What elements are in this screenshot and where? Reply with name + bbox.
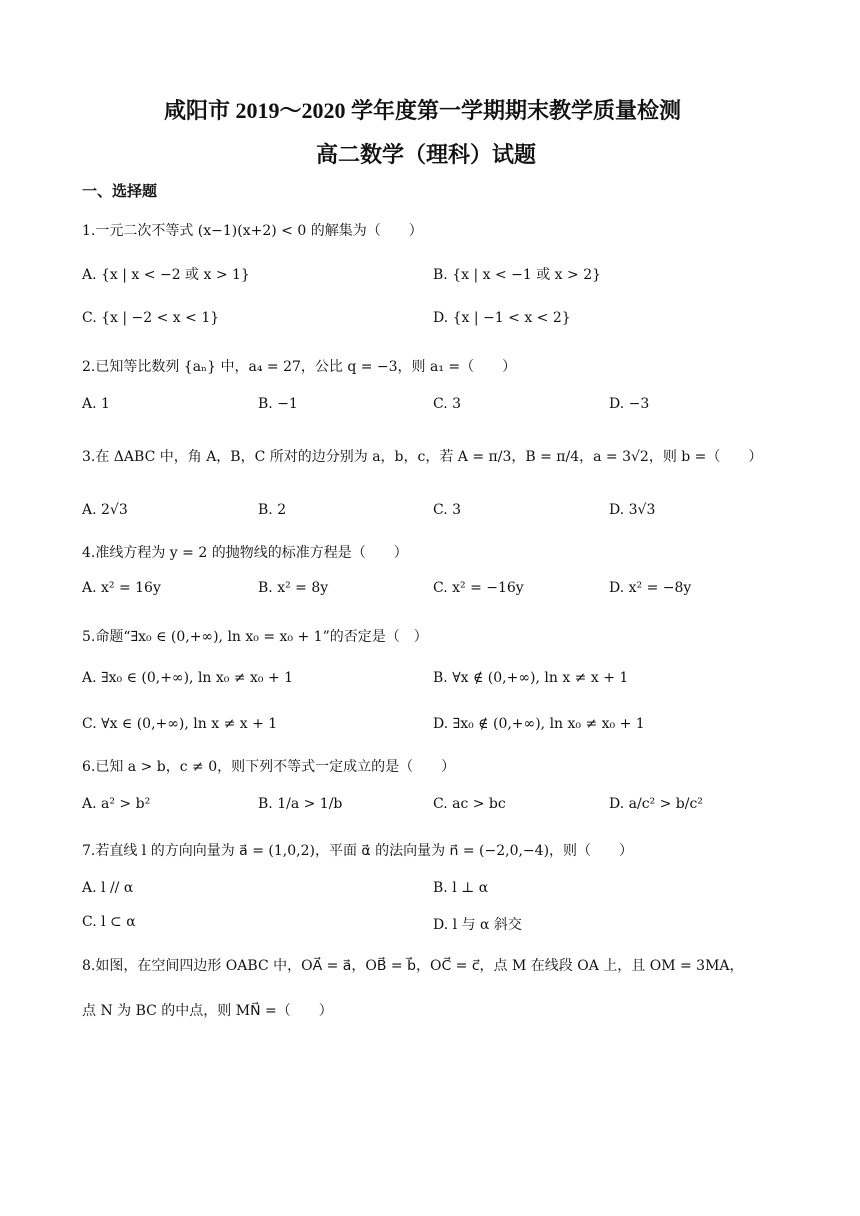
- q6-option-a: A. a² > b²: [82, 796, 151, 812]
- q2-option-a: A. 1: [82, 396, 110, 412]
- q7-option-a: A. l // α: [82, 880, 134, 896]
- q3-option-d: D. 3√3: [609, 502, 656, 518]
- question-4-stem: 4.准线方程为 y = 2 的抛物线的标准方程是（ ）: [82, 545, 408, 561]
- q1-option-d: D. {x | −1 < x < 2}: [433, 310, 571, 326]
- q2-option-b: B. −1: [258, 396, 298, 412]
- q5-option-a: A. ∃x₀ ∈ (0,+∞), ln x₀ ≠ x₀ + 1: [82, 670, 294, 686]
- q3-option-c: C. 3: [433, 502, 462, 518]
- q7-option-d: D. l 与 α 斜交: [433, 917, 522, 933]
- question-3-stem: 3.在 ΔABC 中，角 A，B，C 所对的边分别为 a，b，c，若 A = π/3，B = π/4，a = 3√2，则 b =（ ）: [82, 449, 763, 465]
- q4-option-b: B. x² = 8y: [258, 580, 329, 596]
- q6-option-c: C. ac > bc: [433, 796, 506, 812]
- q1-option-a: A. {x | x < −2 或 x > 1}: [82, 267, 250, 283]
- question-7-stem: 7.若直线 l 的方向向量为 a⃗ = (1,0,2)，平面 α⃗ 的法向量为 n⃗ = (−2,0,−4)，则（ ）: [82, 843, 634, 859]
- q4-option-c: C. x² = −16y: [433, 580, 524, 596]
- q7-option-b: B. l ⊥ α: [433, 880, 489, 896]
- q1-option-c: C. {x | −2 < x < 1}: [82, 310, 220, 326]
- section-heading: 一、选择题: [82, 182, 158, 200]
- question-8-stem-continued: 点 N 为 BC 的中点，则 MN⃗ =（ ）: [82, 1003, 333, 1019]
- q6-option-d: D. a/c² > b/c²: [609, 796, 703, 812]
- q4-option-a: A. x² = 16y: [82, 580, 161, 596]
- q7-option-c: C. l ⊂ α: [82, 914, 136, 930]
- q2-option-d: D. −3: [609, 396, 650, 412]
- question-2-stem: 2.已知等比数列 {aₙ} 中，a₄ = 27，公比 q = −3，则 a₁ =（ ）: [82, 359, 517, 375]
- q4-option-d: D. x² = −8y: [609, 580, 692, 596]
- question-8-stem: 8.如图，在空间四边形 OABC 中，OA⃗ = a⃗，OB⃗ = b⃗，OC⃗ = c⃗，点 M 在线段 OA 上，且 OM = 3MA，: [82, 958, 744, 974]
- page-subtitle: 高二数学（理科）试题: [316, 142, 537, 167]
- q3-option-a: A. 2√3: [82, 502, 128, 518]
- question-6-stem: 6.已知 a > b，c ≠ 0，则下列不等式一定成立的是（ ）: [82, 759, 456, 775]
- question-1-stem: 1.一元二次不等式 (x−1)(x+2) < 0 的解集为（ ）: [82, 223, 423, 239]
- q3-option-b: B. 2: [258, 502, 287, 518]
- q5-option-c: C. ∀x ∈ (0,+∞), ln x ≠ x + 1: [82, 716, 278, 732]
- q5-option-b: B. ∀x ∉ (0,+∞), ln x ≠ x + 1: [433, 670, 629, 686]
- q2-option-c: C. 3: [433, 396, 462, 412]
- q6-option-b: B. 1/a > 1/b: [258, 796, 343, 812]
- question-5-stem: 5.命题“∃x₀ ∈ (0,+∞), ln x₀ = x₀ + 1”的否定是（ ）: [82, 629, 428, 645]
- q1-option-b: B. {x | x < −1 或 x > 2}: [433, 267, 602, 283]
- q5-option-d: D. ∃x₀ ∉ (0,+∞), ln x₀ ≠ x₀ + 1: [433, 716, 645, 732]
- page-title: 咸阳市 2019～2020 学年度第一学期期末教学质量检测: [164, 98, 682, 123]
